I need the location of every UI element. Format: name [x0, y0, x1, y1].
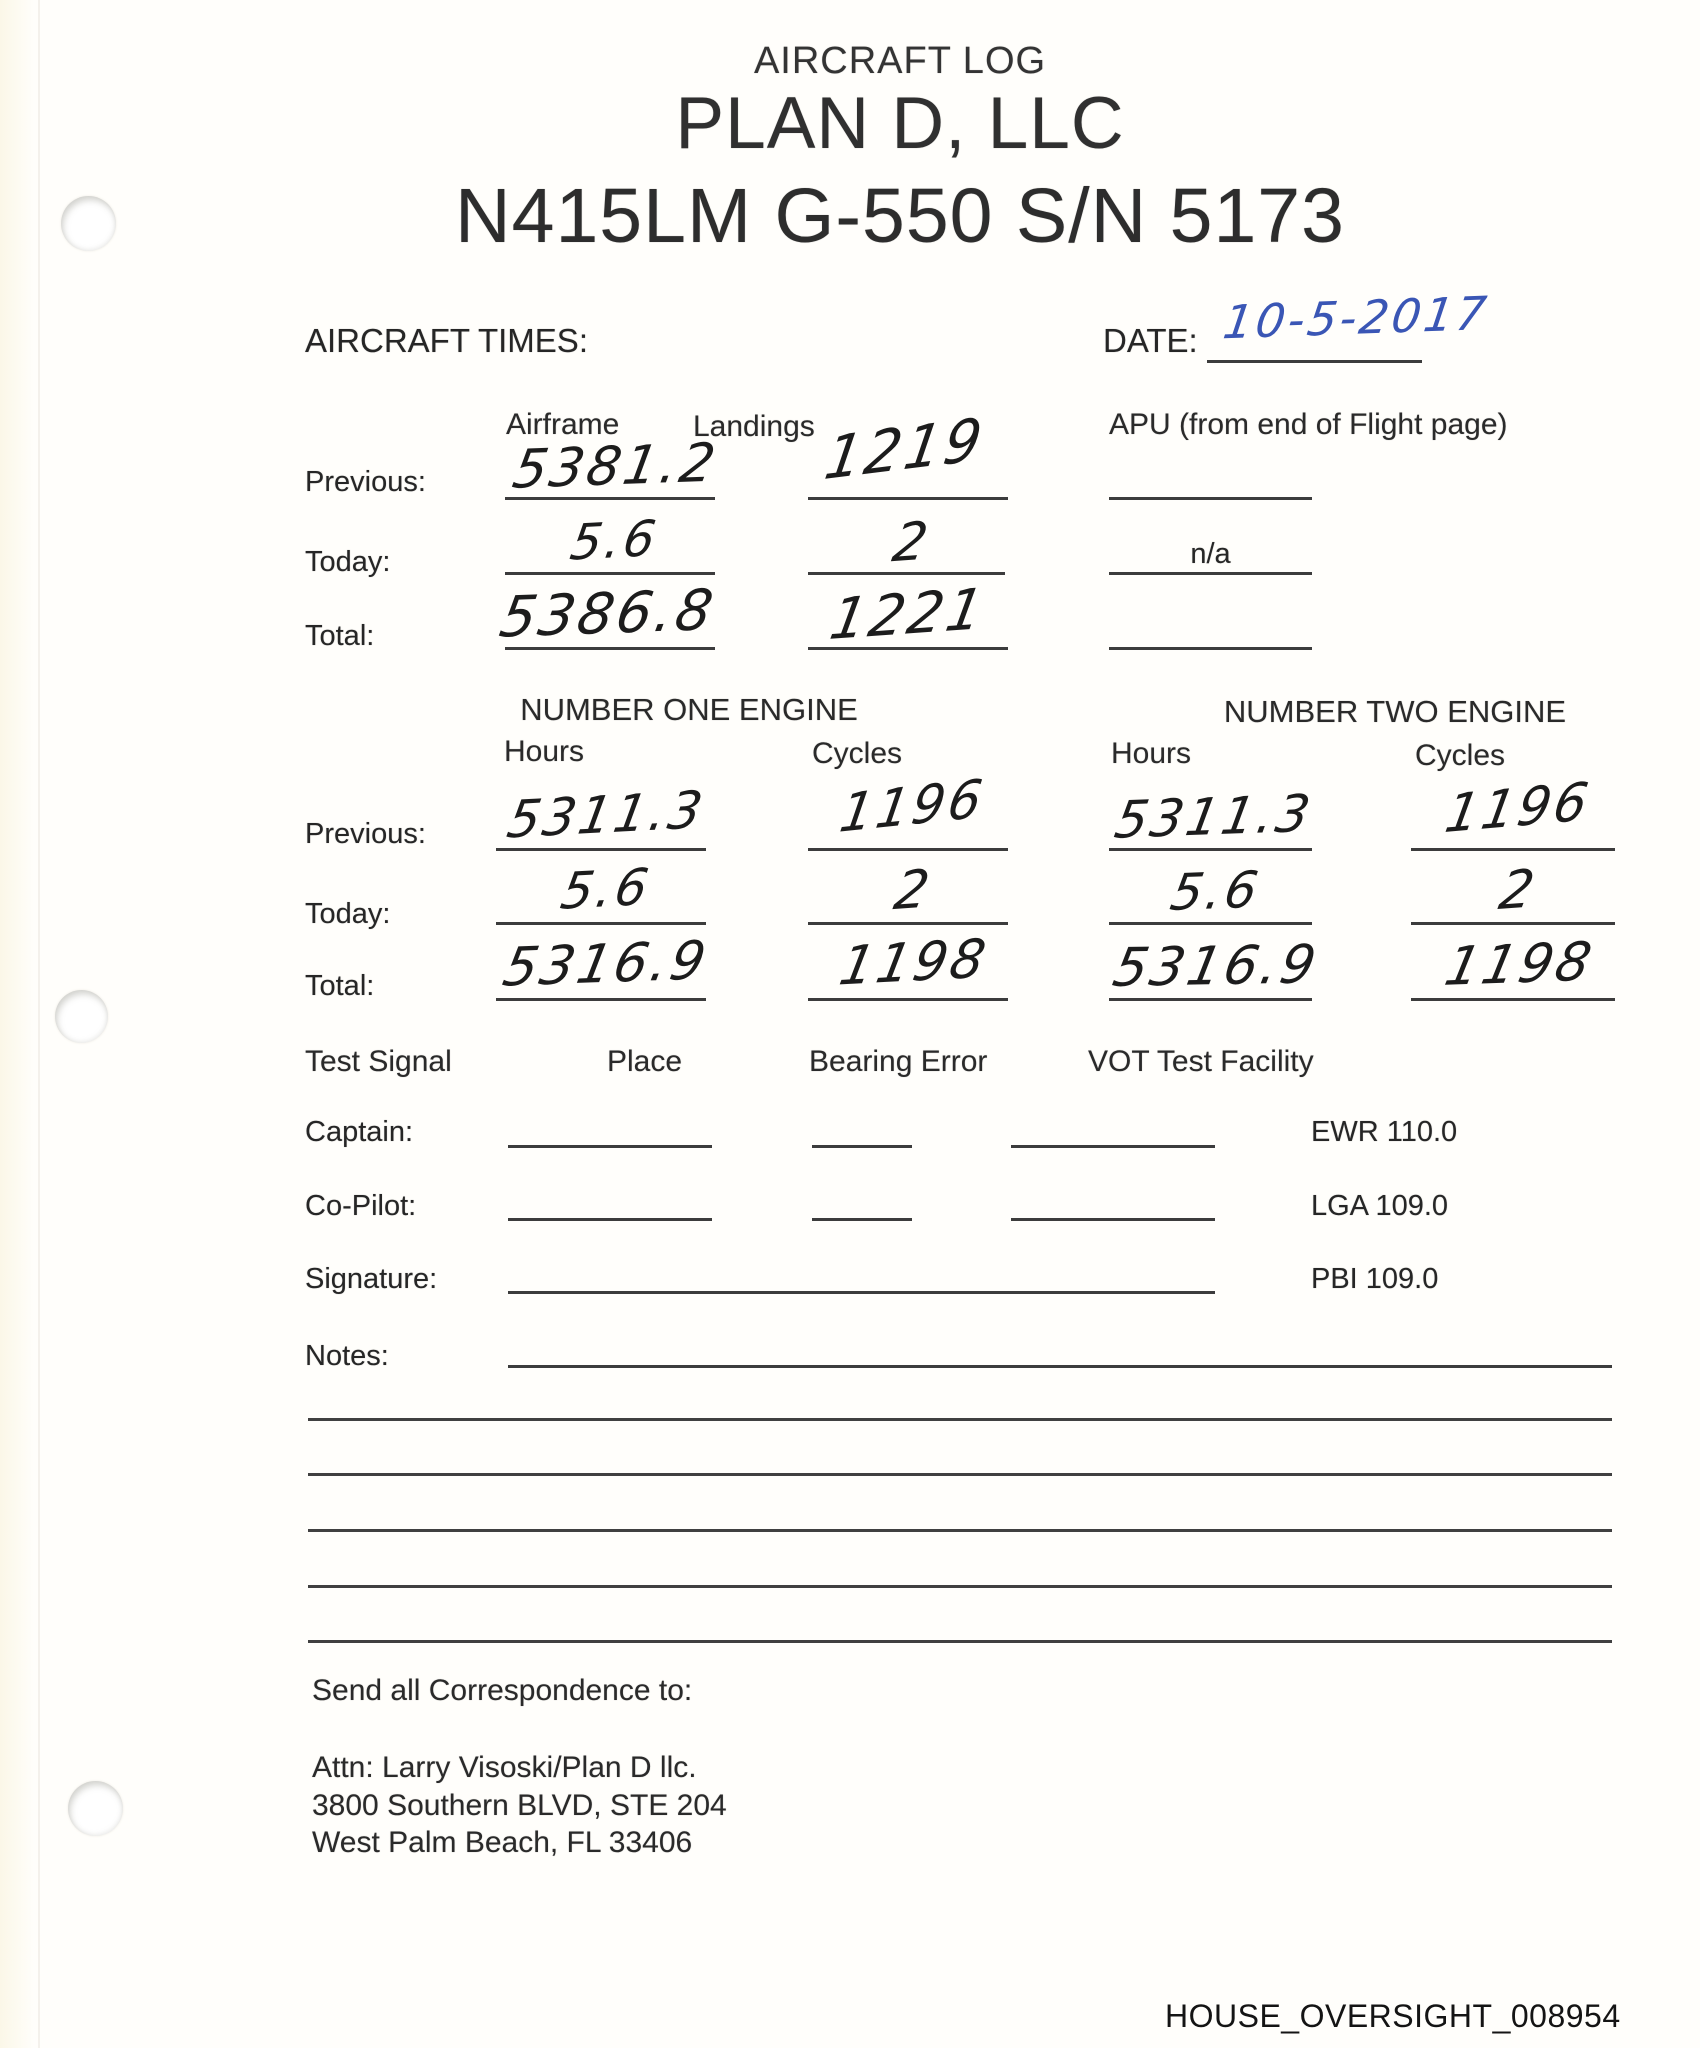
row-label: Previous:: [305, 818, 426, 850]
engine-two-hours-today: 5.6: [1166, 860, 1265, 923]
apu-today-underline: [1109, 572, 1312, 575]
airframe-today-value: 5.6: [566, 509, 663, 572]
underline: [808, 848, 1008, 851]
engine-one-hours-today: 5.6: [556, 857, 656, 921]
landings-column-header: Landings: [693, 410, 815, 443]
airframe-previous-value: 5381.2: [508, 432, 723, 501]
airframe-total-value: 5386.8: [495, 577, 721, 651]
bates-number: HOUSE_OVERSIGHT_008954: [1165, 1998, 1621, 2034]
copilot-place-blank: [508, 1218, 712, 1221]
landings-today-underline: [808, 572, 1005, 575]
underline: [1411, 998, 1615, 1001]
row-label: Captain:: [305, 1116, 414, 1148]
row-label: Today:: [305, 546, 391, 578]
punch-hole-middle: [55, 990, 108, 1043]
engine-one-cycles-previous: 1196: [835, 768, 989, 846]
vot-frequency-pbi: PBI 109.0: [1311, 1263, 1439, 1295]
landings-total-value: 1221: [825, 576, 991, 654]
notes-line-1: [508, 1365, 1612, 1368]
underline: [808, 922, 1008, 925]
notes-line-2: [308, 1418, 1612, 1421]
captain-facility-blank: [1011, 1145, 1215, 1148]
date-label: DATE:: [1103, 322, 1198, 359]
engine-one-hours-total: 5316.9: [498, 930, 714, 999]
apu-total-underline: [1109, 647, 1312, 650]
apu-previous-underline: [1109, 497, 1312, 500]
place-header: Place: [607, 1045, 683, 1078]
row-label: Signature:: [305, 1263, 438, 1295]
engine-one-hours-header: Hours: [504, 735, 585, 768]
signature-blank: [508, 1291, 1215, 1294]
captain-place-blank: [508, 1145, 712, 1148]
airframe-previous-underline: [505, 497, 715, 500]
row-label: Previous:: [305, 466, 426, 498]
notes-line-3: [308, 1473, 1612, 1476]
underline: [496, 848, 706, 851]
underline: [1109, 848, 1312, 851]
engine-one-cycles-header: Cycles: [812, 737, 903, 770]
underline: [1109, 998, 1312, 1001]
bearing-error-header: Bearing Error: [809, 1045, 988, 1078]
vot-frequency-ewr: EWR 110.0: [1311, 1116, 1458, 1148]
row-label: Co-Pilot:: [305, 1190, 417, 1222]
underline: [808, 998, 1008, 1001]
punch-hole-bottom: [68, 1781, 123, 1836]
row-label: Today:: [305, 898, 391, 930]
engine-two-hours-previous: 5311.3: [1110, 784, 1318, 851]
company-name: PLAN D, LLC: [675, 83, 1125, 164]
aircraft-times-label: AIRCRAFT TIMES:: [305, 322, 588, 359]
landings-today-value: 2: [888, 510, 936, 575]
engine-one-title: NUMBER ONE ENGINE: [520, 692, 858, 727]
notes-label: Notes:: [305, 1340, 389, 1372]
row-label: Total:: [305, 970, 375, 1002]
punch-hole-top: [61, 196, 116, 251]
correspondence-heading: Send all Correspondence to:: [312, 1674, 693, 1707]
engine-one-hours-previous: 5311.3: [502, 780, 710, 851]
underline: [1411, 848, 1615, 851]
engine-two-cycles-previous: 1196: [1440, 771, 1596, 846]
page-title: AIRCRAFT LOG: [753, 40, 1047, 82]
underline: [1109, 922, 1312, 925]
notes-line-4: [308, 1529, 1612, 1532]
underline: [496, 922, 706, 925]
scan-edge-tint: [0, 0, 34, 2048]
test-signal-header: Test Signal: [305, 1045, 452, 1078]
notes-line-6: [308, 1640, 1612, 1643]
underline: [496, 998, 706, 1001]
engine-two-title: NUMBER TWO ENGINE: [1223, 694, 1567, 729]
engine-two-cycles-today: 2: [1494, 858, 1542, 923]
apu-today-value: n/a: [1190, 538, 1231, 570]
engine-one-cycles-total: 1198: [834, 928, 994, 998]
date-value-handwritten: 10-5-2017: [1219, 285, 1493, 350]
copilot-facility-blank: [1011, 1218, 1215, 1221]
engine-one-cycles-today: 2: [889, 858, 937, 923]
apu-column-header: APU (from end of Flight page): [1109, 408, 1508, 441]
correspondence-address-city: West Palm Beach, FL 33406: [312, 1826, 693, 1859]
airframe-column-header: Airframe: [506, 408, 620, 441]
landings-total-underline: [808, 647, 1008, 650]
scan-edge-seam: [38, 0, 40, 2048]
vot-test-facility-header: VOT Test Facility: [1088, 1045, 1314, 1078]
correspondence-attn: Attn: Larry Visoski/Plan D llc.: [312, 1751, 697, 1784]
landings-previous-underline: [808, 497, 1008, 500]
landings-previous-value: 1219: [820, 404, 990, 494]
engine-two-hours-total: 5316.9: [1108, 934, 1324, 999]
engine-two-cycles-header: Cycles: [1415, 739, 1506, 772]
aircraft-identifier: N415LM G-550 S/N 5173: [455, 173, 1345, 259]
engine-two-hours-header: Hours: [1111, 737, 1192, 770]
airframe-total-underline: [505, 647, 715, 650]
underline: [1411, 922, 1615, 925]
notes-line-5: [308, 1585, 1612, 1588]
copilot-bearing-blank: [812, 1218, 912, 1221]
airframe-today-underline: [505, 572, 715, 575]
vot-frequency-lga: LGA 109.0: [1311, 1190, 1449, 1222]
row-label: Total:: [305, 620, 375, 652]
captain-bearing-blank: [812, 1145, 912, 1148]
engine-two-cycles-total: 1198: [1439, 931, 1600, 999]
correspondence-address-street: 3800 Southern BLVD, STE 204: [312, 1789, 727, 1822]
date-underline: [1207, 360, 1422, 363]
